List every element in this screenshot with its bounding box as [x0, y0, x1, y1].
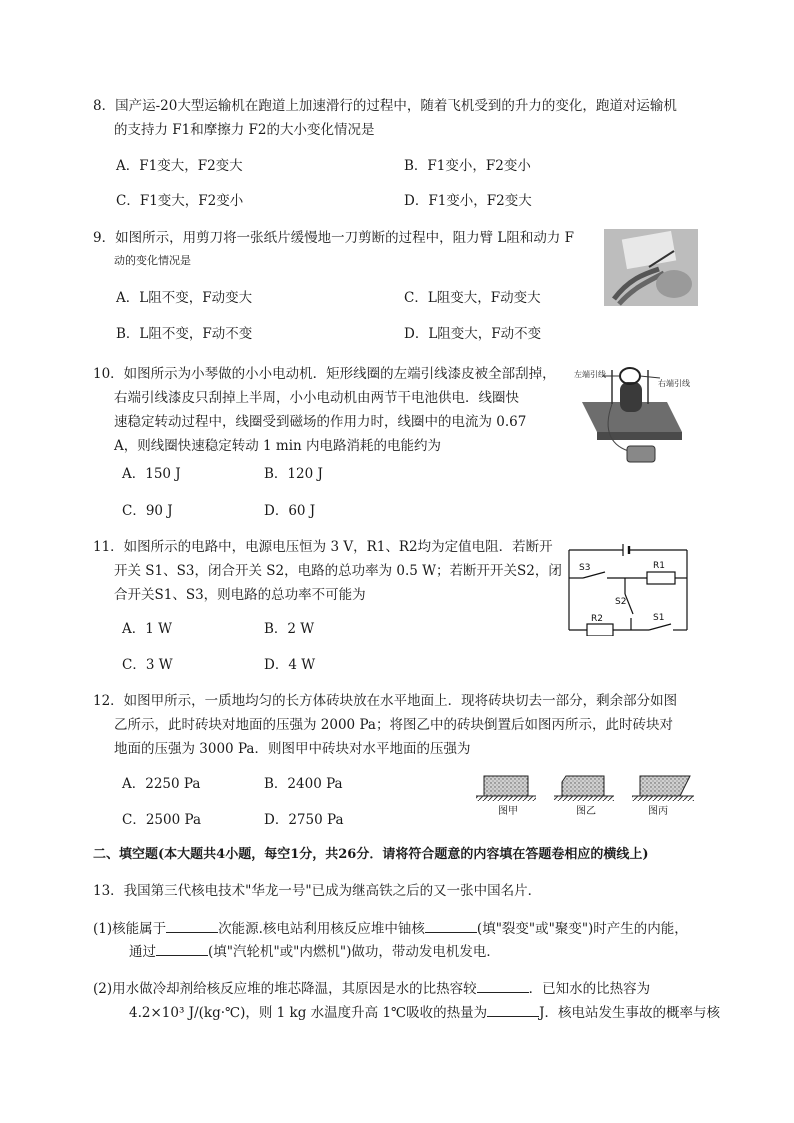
q10-option-a: A．150 J [122, 466, 181, 482]
q13-p2-text-a: (2)用水做冷却剂给核反应堆的堆芯降温，其原因是水的比热容较 [93, 981, 477, 997]
fig-bing-label: 图丙 [648, 806, 668, 817]
q8-option-b: B．F1变小，F2变小 [404, 158, 531, 174]
q12-line1: 12．如图甲所示，一质地均匀的长方体砖块放在水平地面上．现将砖块切去一部分，剩余部分如图 [93, 693, 678, 709]
q12-line3: 地面的压强为 3000 Pa．则图甲中砖块对水平地面的压强为 [114, 741, 471, 757]
r1-label: R1 [653, 561, 665, 571]
q13-p1-text-b: 次能源.核电站利用核反应堆中铀核 [218, 921, 425, 937]
q10-option-c: C．90 J [122, 503, 173, 519]
q12-option-b: B．2400 Pa [264, 776, 343, 792]
circuit-diagram [565, 542, 693, 636]
q9-option-b: B．L阻不变，F动不变 [116, 326, 253, 342]
section-heading: 二、填空题(本大题共4小题，每空1分，共26分．请将符合题意的内容填在答题卷相应的横线上) [93, 847, 649, 862]
q12-option-a: A．2250 Pa [122, 776, 201, 792]
right-lead-label: 右端引线 [658, 379, 690, 388]
q11-line2: 开关 S1、S3，闭合开关 S2，电路的总功率为 0.5 W；若断开开关S2，闭 [114, 563, 562, 579]
blank [477, 979, 529, 993]
q9-option-d: D．L阻变大，F动不变 [404, 326, 542, 342]
s3-label: S3 [579, 563, 591, 573]
q13-p1-text-e: (填"汽轮机"或"内燃机")做功，带动发电机发电． [208, 944, 500, 960]
q13-intro: 13．我国第三代核电技术"华龙一号"已成为继高铁之后的又一张中国名片． [93, 883, 542, 899]
q11-line1: 11．如图所示的电路中，电源电压恒为 3 V，R1、R2均为定值电阻．若断开 [93, 539, 553, 555]
q10-option-b: B．120 J [264, 466, 323, 482]
q13-p1-text-c: (填"裂变"或"聚变")时产生的内能， [476, 921, 688, 937]
left-lead-label: 左端引线 [574, 370, 606, 379]
blank [487, 1003, 539, 1017]
q10-line1: 10．如图所示为小琴做的小小电动机．矩形线圈的左端引线漆皮被全部刮掉， [93, 366, 556, 382]
blank [156, 942, 208, 956]
motor-figure [572, 362, 696, 470]
q11-option-b: B．2 W [264, 621, 315, 637]
q12-option-d: D．2750 Pa [264, 812, 344, 828]
q11-line3: 合开关S1、S3，则电路的总功率不可能为 [114, 587, 366, 603]
s2-label: S2 [615, 597, 627, 607]
q13-p2-text-b: ．已知水的比热容为 [528, 981, 651, 997]
q10-line4: A，则线圈快速稳定转动 1 min 内电路消耗的电能约为 [114, 438, 442, 454]
q13-part1-line1 [93, 919, 688, 938]
q13-part2-line2 [129, 1003, 720, 1022]
s1-label: S1 [653, 613, 665, 623]
q11-option-a: A．1 W [122, 621, 173, 637]
fig-yi-label: 图乙 [576, 806, 596, 817]
q9-line2: 动的变化情况是 [114, 254, 191, 267]
q11-option-d: D．4 W [264, 657, 316, 673]
q8-option-a: A．F1变大，F2变大 [116, 158, 243, 174]
q12-option-c: C．2500 Pa [122, 812, 202, 828]
q13-p2-text-c: 4.2×10³ J/(kg·℃)，则 1 kg 水温度升高 1℃吸收的热量为 [129, 1005, 488, 1021]
q13-part2-line1 [93, 979, 650, 998]
scissors-photo [604, 229, 698, 306]
q9-option-c: C．L阻变大，F动变大 [404, 290, 541, 306]
q13-part1-line2 [129, 942, 500, 961]
fig-jia-label: 图甲 [498, 806, 518, 817]
blank [166, 919, 218, 933]
q12-line2: 乙所示，此时砖块对地面的压强为 2000 Pa；将图乙中的砖块倒置后如图丙所示，此时砖块对 [114, 717, 673, 733]
r2-label: R2 [591, 614, 603, 624]
q9-line1: 9．如图所示，用剪刀将一张纸片缓慢地一刀剪断的过程中，阻力臂 L阻和动力 F [93, 230, 575, 246]
q8-option-d: D．F1变小，F2变大 [404, 193, 532, 209]
q13-p2-text-d: J．核电站发生事故的概率与核 [539, 1005, 721, 1021]
q13-p1-text-a: (1)核能属于 [93, 921, 167, 937]
blank [425, 919, 477, 933]
q10-line3: 速稳定转动过程中，线圈受到磁场的作用力时，线圈中的电流为 0.67 [114, 414, 527, 430]
q9-option-a: A．L阻不变，F动变大 [116, 290, 253, 306]
q11-option-c: C．3 W [122, 657, 173, 673]
q8-line2: 的支持力 F1和摩擦力 F2的大小变化情况是 [114, 122, 375, 138]
q13-p1-text-d: 通过 [129, 944, 156, 960]
q8-option-c: C．F1变大，F2变小 [116, 193, 244, 209]
q8-line1: 8．国产运-20大型运输机在跑道上加速滑行的过程中，随着飞机受到的升力的变化，跑道对运输机 [93, 98, 677, 114]
q10-line2: 右端引线漆皮只刮掉上半周，小小电动机由两节干电池供电．线圈快 [114, 390, 519, 406]
q10-option-d: D．60 J [264, 503, 316, 519]
brick-figures [474, 770, 696, 818]
